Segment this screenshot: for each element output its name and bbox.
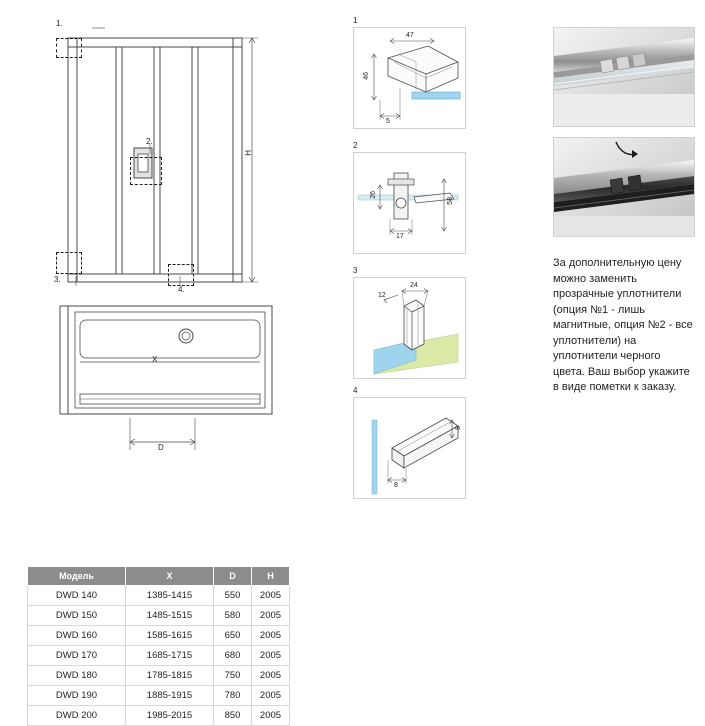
cell-x: 1885-1915 [126,686,214,706]
cell-model: DWD 170 [28,646,126,666]
seal-note-text: За дополнительную цену можно заменить прозрачные уплотнители (опция №1 - лишь магнитные, опция №2 - все уплотнители) на уплотнители черного цвета. Ваш выбор укажите в виде пометки к заказу. [553,257,693,393]
detail-2-number: 2 [353,141,358,150]
cell-d: 650 [214,626,252,646]
detail-panel-4 [353,397,466,499]
detail-panel-3 [353,277,466,379]
cell-h: 2005 [252,666,290,686]
detail-4-number: 4 [353,386,358,395]
cell-x: 1685-1715 [126,646,214,666]
detail-4-drawing [354,398,465,498]
height-dimension-label: H [244,150,253,156]
cell-model: DWD 200 [28,706,126,726]
seal-photo-transparent [553,27,695,127]
detail-1-drawing [354,28,465,128]
table-row [28,666,290,686]
cell-x: 1585-1615 [126,626,214,646]
callout-label-4: 4. [178,285,185,294]
cell-model: DWD 190 [28,686,126,706]
detail-panel-1 [353,27,466,129]
detail-1-dim-46: 46 [363,72,370,80]
detail-2-dim-58: 58 [447,197,454,205]
callout-box-3 [56,252,82,274]
callout-label-2: 2. [146,137,153,146]
detail-2-dim-17: 17 [396,233,404,240]
cell-h: 2005 [252,586,290,606]
specification-table [27,566,290,726]
cell-x: 1485-1515 [126,606,214,626]
table-header-h: H [252,567,290,586]
plan-depth-label: D [158,443,164,452]
plan-width-label: X [152,355,158,364]
detail-panel-2 [353,152,466,254]
callout-box-4 [168,264,194,286]
cell-model: DWD 150 [28,606,126,626]
cell-h: 2005 [252,646,290,666]
cell-h: 2005 [252,626,290,646]
detail-4-dim-8-vertical: 8 [455,426,462,430]
cell-h: 2005 [252,686,290,706]
table-row [28,646,290,666]
cell-d: 580 [214,606,252,626]
callout-label-1: 1. [56,19,63,28]
plan-view [30,300,280,460]
cell-d: 850 [214,706,252,726]
callout-box-2 [130,157,162,185]
table-header-row [28,567,290,586]
cell-model: DWD 140 [28,586,126,606]
plan-drawing [30,300,280,460]
cell-d: 550 [214,586,252,606]
cell-model: DWD 160 [28,626,126,646]
detail-3-number: 3 [353,266,358,275]
table-header-model: Модель [28,567,126,586]
seal-photo-top-graphic [554,28,694,126]
callout-label-3: 3. [54,275,61,284]
detail-1-dim-5: 5 [386,118,390,125]
detail-2-dim-26: 26 [370,191,377,199]
detail-3-dim-24: 24 [410,282,418,289]
cell-h: 2005 [252,706,290,726]
callout-box-1 [56,38,82,58]
cell-x: 1385-1415 [126,586,214,606]
detail-4-dim-8-horizontal: 8 [394,482,398,489]
table-row [28,686,290,706]
table-row [28,706,290,726]
table-row [28,626,290,646]
elevation-view [30,14,280,294]
cell-model: DWD 180 [28,666,126,686]
cell-d: 750 [214,666,252,686]
table-header-x: X [126,567,214,586]
cell-x: 1785-1815 [126,666,214,686]
cell-x: 1985-2015 [126,706,214,726]
cell-d: 680 [214,646,252,666]
seal-photo-bottom-graphic [554,138,694,236]
table-header-d: D [214,567,252,586]
detail-3-drawing [354,278,465,378]
cell-d: 780 [214,686,252,706]
detail-1-dim-47: 47 [406,32,414,39]
cell-h: 2005 [252,606,290,626]
table-row [28,586,290,606]
seal-photo-black [553,137,695,237]
table-row [28,606,290,626]
detail-1-number: 1 [353,16,358,25]
detail-3-dim-12: 12 [378,292,386,299]
